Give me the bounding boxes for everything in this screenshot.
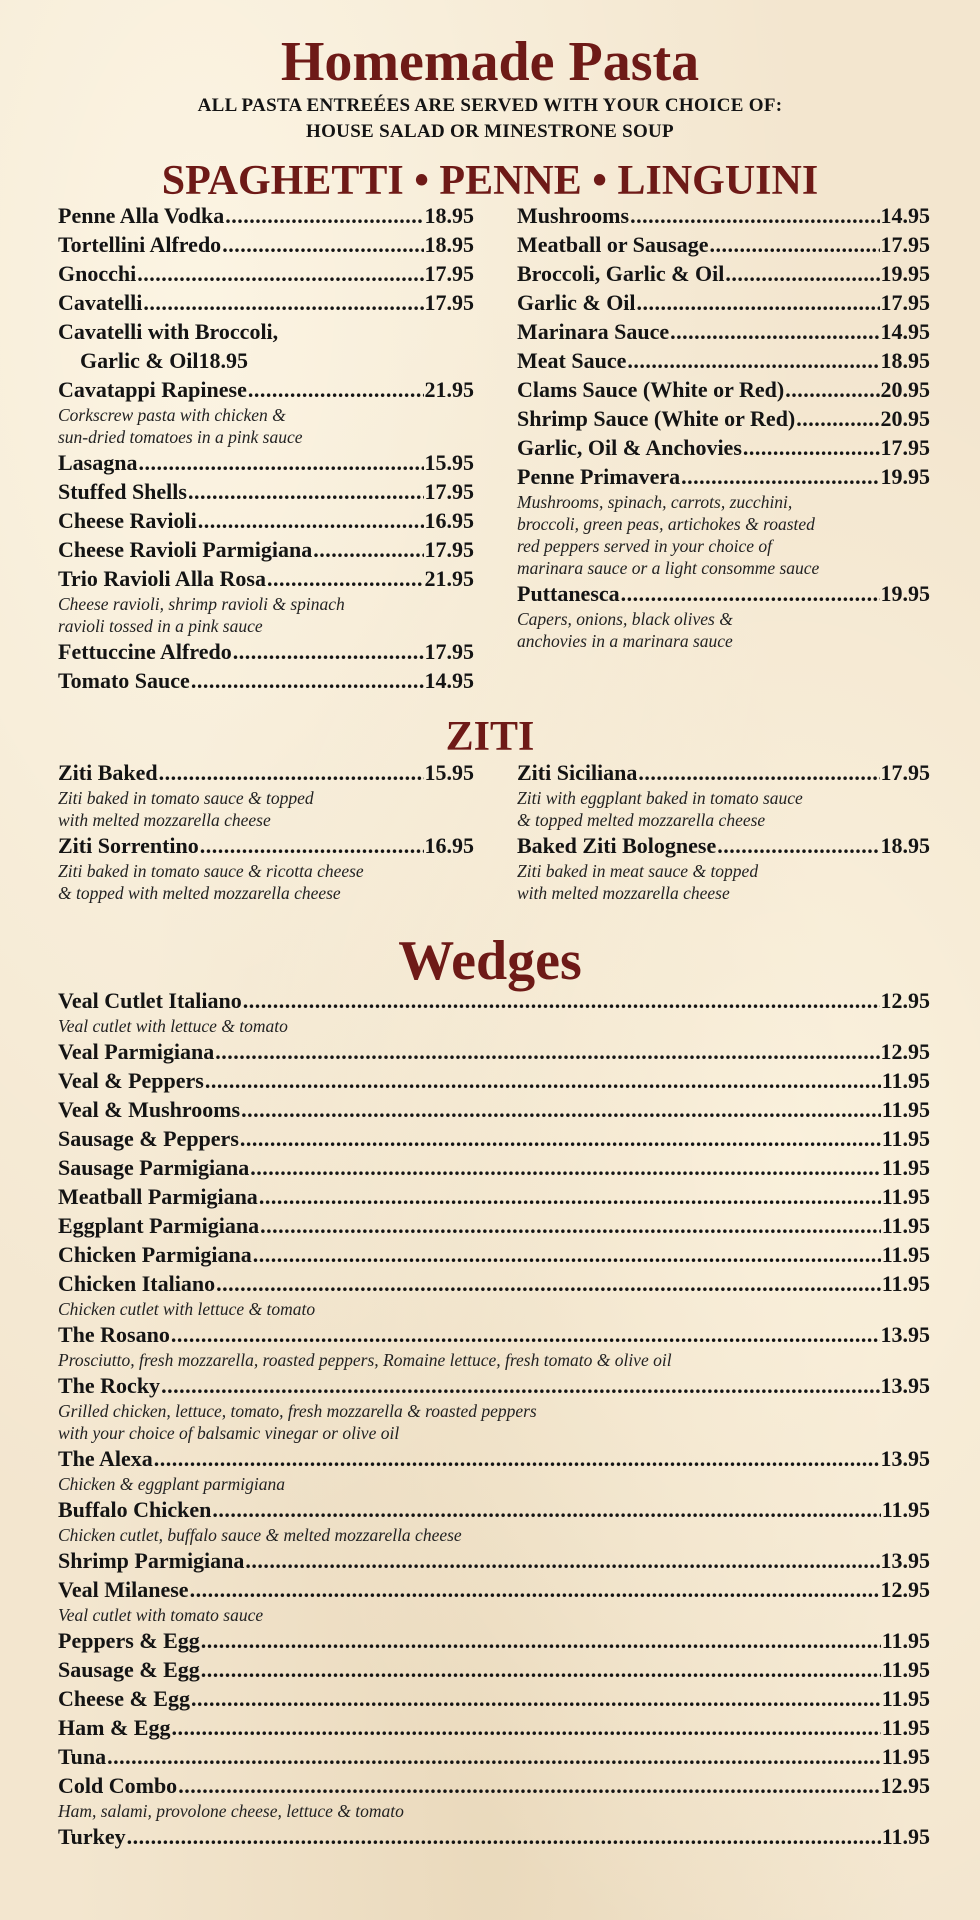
menu-item-fettuccine-alfredo: [58, 637, 474, 666]
menu-item-price: 20.95: [880, 377, 930, 402]
menu-item-name: Ziti Siciliana: [517, 760, 638, 785]
menu-item-description: Prosciutto, fresh mozzarella, roasted peppers, Romaine lettuce, fresh tomato & olive oil: [58, 1350, 672, 1370]
menu-item-clams-sauce-white-or-red: [517, 375, 930, 404]
dot-leader: [627, 346, 879, 375]
menu-item-sausage-peppers: [58, 1124, 930, 1153]
menu-item-name: Shrimp Sauce (White or Red): [517, 406, 796, 431]
menu-item-sausage-egg: [58, 1655, 930, 1684]
menu-item-description: Ziti with eggplant baked in tomato sauce: [517, 788, 803, 808]
menu-item-name: Ziti Baked: [58, 760, 158, 785]
menu-item-sausage-parmigiana: [58, 1153, 930, 1182]
menu-item-name: Garlic & Oil: [80, 348, 199, 373]
menu-item-name: Cold Combo: [58, 1773, 178, 1798]
menu-item-description: with melted mozzarella cheese: [517, 883, 730, 903]
dot-leader: [743, 433, 880, 462]
menu-item-name: Veal & Mushrooms: [58, 1097, 241, 1122]
subtitle-line-1: ALL PASTA ENTREÉES ARE SERVED WITH YOUR CHOICE OF:: [197, 95, 783, 116]
menu-item-cold-combo: [58, 1771, 930, 1800]
menu-item-price: 11.95: [881, 1715, 930, 1740]
menu-item-turkey: [58, 1822, 930, 1851]
menu-item-price: 11.95: [881, 1824, 930, 1849]
dot-leader: [143, 288, 423, 317]
menu-item-price: 21.95: [424, 377, 474, 402]
menu-item-price: 19.95: [880, 581, 930, 606]
menu-item-name: Cheese Ravioli: [58, 508, 197, 533]
menu-item-price: 14.95: [880, 319, 930, 344]
dot-leader: [260, 1211, 881, 1240]
menu-item-description: ravioli tossed in a pink sauce: [58, 616, 263, 636]
menu-item-name: Chicken Italiano: [58, 1271, 216, 1296]
dot-leader: [171, 1320, 880, 1349]
menu-item-price: 11.95: [881, 1657, 930, 1682]
dot-leader: [248, 375, 424, 404]
menu-item-description: Veal cutlet with tomato sauce: [58, 1605, 264, 1625]
menu-item-price: 12.95: [880, 1773, 930, 1798]
menu-item-chicken-italiano: [58, 1269, 930, 1298]
dot-leader: [198, 506, 424, 535]
menu-item-name: Sausage & Peppers: [58, 1126, 239, 1151]
menu-item-price: 11.95: [881, 1155, 930, 1180]
menu-item-price: 11.95: [881, 1744, 930, 1769]
menu-item-price: 19.95: [880, 464, 930, 489]
dot-leader: [191, 1684, 881, 1713]
menu-item-name: Veal Cutlet Italiano: [58, 988, 242, 1013]
dot-leader: [243, 986, 880, 1015]
menu-item-price: 14.95: [424, 668, 474, 693]
menu-item-meatball-parmigiana: [58, 1182, 930, 1211]
menu-item-the-alexa: [58, 1444, 930, 1473]
menu-item-price: 18.95: [198, 348, 249, 373]
menu-item-price: 17.95: [880, 290, 930, 315]
menu-item-the-rocky: [58, 1371, 930, 1400]
menu-item-name: Cheese & Egg: [58, 1686, 190, 1711]
menu-item-description: Cheese ravioli, shrimp ravioli & spinach: [58, 594, 345, 614]
ziti-left-column: [58, 758, 474, 904]
menu-item-veal-peppers: [58, 1066, 930, 1095]
menu-item-description: Chicken & eggplant parmigiana: [58, 1474, 285, 1494]
menu-item-cavatelli: [58, 288, 474, 317]
menu-item-name: Buffalo Chicken: [58, 1497, 212, 1522]
menu-item-name: Clams Sauce (White or Red): [517, 377, 785, 402]
menu-item-price: 13.95: [880, 1322, 930, 1347]
menu-item-name: Eggplant Parmigiana: [58, 1213, 260, 1238]
dot-leader: [201, 1655, 881, 1684]
menu-item-price: 17.95: [424, 479, 474, 504]
menu-item-name: Meatball or Sausage: [517, 232, 709, 257]
menu-item-name: Cavatappi Rapinese: [58, 377, 247, 402]
menu-item-chicken-parmigiana: [58, 1240, 930, 1269]
ziti-right-column: [517, 758, 930, 904]
menu-item-price: 13.95: [880, 1373, 930, 1398]
menu-item-price: 11.95: [881, 1242, 930, 1267]
menu-item-price: 17.95: [424, 290, 474, 315]
menu-item-price: 11.95: [881, 1126, 930, 1151]
menu-item-description: Chicken cutlet with lettuce & tomato: [58, 1299, 316, 1319]
menu-item-name: Chicken Parmigiana: [58, 1242, 252, 1267]
menu-item-ham-egg: [58, 1713, 930, 1742]
menu-item-price: 15.95: [424, 450, 474, 475]
dot-leader: [240, 1124, 881, 1153]
menu-item-name: Veal Milanese: [58, 1577, 189, 1602]
menu-item-price: 16.95: [424, 508, 474, 533]
menu-item-price: 18.95: [880, 833, 930, 858]
menu-item-description: with your choice of balsamic vinegar or olive oil: [58, 1423, 400, 1443]
menu-item-description: Mushrooms, spinach, carrots, zucchini,: [517, 492, 793, 512]
menu-item-name: The Alexa: [58, 1446, 153, 1471]
dot-leader: [245, 1546, 879, 1575]
menu-item-name: Lasagna: [58, 450, 138, 475]
menu-item-name: Garlic, Oil & Anchovies: [517, 435, 742, 460]
section-title-ziti: ZITI: [445, 714, 535, 760]
menu-item-veal-parmigiana: [58, 1037, 930, 1066]
menu-item-price: 13.95: [880, 1446, 930, 1471]
menu-item-price: 18.95: [424, 232, 474, 257]
menu-item-price: 13.95: [880, 1548, 930, 1573]
menu-item-the-rosano: [58, 1320, 930, 1349]
subtitle-line-2: HOUSE SALAD OR MINESTRONE SOUP: [306, 121, 674, 142]
dot-leader: [621, 579, 880, 608]
menu-item-lasagna: [58, 448, 474, 477]
menu-item-price: 16.95: [424, 833, 474, 858]
menu-item-price: 21.95: [424, 566, 474, 591]
menu-item-description: Ham, salami, provolone cheese, lettuce & tomato: [58, 1801, 404, 1821]
menu-item-tortellini-alfredo: [58, 230, 474, 259]
menu-item-description: Corkscrew pasta with chicken &: [58, 405, 286, 425]
menu-item-price: 15.95: [424, 760, 474, 785]
menu-item-description: Veal cutlet with lettuce & tomato: [58, 1016, 288, 1036]
dot-leader: [670, 317, 879, 346]
menu-item-broccoli-garlic-oil: [517, 259, 930, 288]
menu-item-description: Chicken cutlet, buffalo sauce & melted mozzarella cheese: [58, 1525, 462, 1545]
menu-item-cavatappi-rapinese: [58, 375, 474, 404]
menu-item-name: Cavatelli: [58, 290, 143, 315]
menu-item-cheese-egg: [58, 1684, 930, 1713]
menu-item-veal-cutlet-italiano: [58, 986, 930, 1015]
menu-item-price: 20.95: [880, 406, 930, 431]
menu-item-veal-milanese: [58, 1575, 930, 1604]
dot-leader: [267, 564, 424, 593]
dot-leader: [212, 1495, 880, 1524]
dot-leader: [681, 462, 879, 491]
menu-item-name: Mushrooms: [517, 203, 630, 228]
menu-item-price: 17.95: [880, 232, 930, 257]
dot-leader: [178, 1771, 879, 1800]
menu-item-name: Sausage Parmigiana: [58, 1155, 250, 1180]
menu-item-marinara-sauce: [517, 317, 930, 346]
menu-item-name: Tuna: [58, 1744, 107, 1769]
menu-item-tuna: [58, 1742, 930, 1771]
menu-item-name-line: Cavatelli with Broccoli,: [58, 319, 279, 344]
menu-item-shrimp-parmigiana: [58, 1546, 930, 1575]
dot-leader: [725, 259, 879, 288]
menu-item-name: Trio Ravioli Alla Rosa: [58, 566, 266, 591]
menu-item-price: 12.95: [880, 988, 930, 1013]
menu-item-price: 11.95: [881, 1271, 930, 1296]
menu-item-name: Ziti Sorrentino: [58, 833, 199, 858]
menu-item-name: The Rocky: [58, 1373, 161, 1398]
menu-item-description: with melted mozzarella cheese: [58, 810, 271, 830]
menu-item-description: & topped melted mozzarella cheese: [517, 810, 766, 830]
menu-item-name: Penne Alla Vodka: [58, 203, 225, 228]
menu-item-price: 17.95: [880, 760, 930, 785]
menu-item-ziti-sorrentino: [58, 831, 474, 860]
section-title-spaghetti: SPAGHETTI • PENNE • LINGUINI: [161, 158, 819, 204]
menu-item-price: 12.95: [880, 1577, 930, 1602]
menu-item-cheese-ravioli: [58, 506, 474, 535]
dot-leader: [215, 1037, 879, 1066]
dot-leader: [637, 288, 880, 317]
menu-item-peppers-egg: [58, 1626, 930, 1655]
page-title: Homemade Pasta: [280, 31, 700, 93]
menu-item-gnocchi: [58, 259, 474, 288]
menu-item-stuffed-shells: [58, 477, 474, 506]
menu-item-description: red peppers served in your choice of: [517, 536, 772, 556]
menu-item-ziti-baked: [58, 758, 474, 787]
wedges-list: [58, 986, 930, 1851]
dot-leader: [190, 1575, 880, 1604]
dot-leader: [191, 666, 424, 695]
menu-item-name: Tomato Sauce: [58, 668, 190, 693]
menu-item-shrimp-sauce-white-or-red: [517, 404, 930, 433]
dot-leader: [200, 831, 424, 860]
menu-item-name: Broccoli, Garlic & Oil: [517, 261, 725, 286]
menu-item-name: Cheese Ravioli Parmigiana: [58, 537, 313, 562]
menu-item-buffalo-chicken: [58, 1495, 930, 1524]
dot-leader: [159, 758, 424, 787]
menu-item-mushrooms: [517, 201, 930, 230]
menu-item-baked-ziti-bolognese: [517, 831, 930, 860]
dot-leader: [630, 201, 879, 230]
menu-item-garlic-oil: [517, 288, 930, 317]
dot-leader: [638, 758, 879, 787]
menu-item-name: Ham & Egg: [58, 1715, 171, 1740]
menu-item-garlic-oil-anchovies: [517, 433, 930, 462]
menu-item-price: 11.95: [881, 1686, 930, 1711]
menu-item-ziti-siciliana: [517, 758, 930, 787]
menu-item-name: Turkey: [58, 1824, 126, 1849]
menu-item-description: Ziti baked in tomato sauce & topped: [58, 788, 314, 808]
menu-item-name: Peppers & Egg: [58, 1628, 200, 1653]
menu-item-description: & topped with melted mozzarella cheese: [58, 883, 341, 903]
pasta-right-column: [517, 201, 930, 652]
menu-item-name: Veal Parmigiana: [58, 1039, 215, 1064]
menu-item-eggplant-parmigiana: [58, 1211, 930, 1240]
dot-leader: [250, 1153, 880, 1182]
menu-item-meat-sauce: [517, 346, 930, 375]
menu-item-price: 17.95: [424, 639, 474, 664]
dot-leader: [154, 1444, 880, 1473]
menu-item-description: Capers, onions, black olives &: [517, 609, 733, 629]
dot-leader: [107, 1742, 881, 1771]
menu-item-price: 11.95: [881, 1628, 930, 1653]
dot-leader: [225, 201, 423, 230]
menu-item-price: 14.95: [880, 203, 930, 228]
menu-item-name: Penne Primavera: [517, 464, 681, 489]
dot-leader: [138, 448, 423, 477]
dot-leader: [216, 1269, 881, 1298]
dot-leader: [171, 1713, 880, 1742]
menu-item-name: Fettuccine Alfredo: [58, 639, 232, 664]
menu-item-name: Garlic & Oil: [517, 290, 636, 315]
menu-item-puttanesca: [517, 579, 930, 608]
dot-leader: [709, 230, 879, 259]
menu-item-price: 18.95: [880, 348, 930, 373]
menu-item-price: 11.95: [881, 1184, 930, 1209]
menu-item-name: Shrimp Parmigiana: [58, 1548, 245, 1573]
dot-leader: [137, 259, 423, 288]
dot-leader: [205, 1066, 881, 1095]
dot-leader: [259, 1182, 881, 1211]
dot-leader: [188, 477, 424, 506]
menu-item-name: Stuffed Shells: [58, 479, 187, 504]
dot-leader: [161, 1371, 879, 1400]
dot-leader: [785, 375, 879, 404]
menu-item-price: 18.95: [424, 203, 474, 228]
menu-item-price: 11.95: [881, 1068, 930, 1093]
menu-item-description: Grilled chicken, lettuce, tomato, fresh mozzarella & roasted peppers: [58, 1401, 537, 1421]
pasta-left-column: [58, 201, 474, 695]
menu-item-name: Veal & Peppers: [58, 1068, 204, 1093]
menu-item-description: broccoli, green peas, artichokes & roasted: [517, 514, 815, 534]
menu-item-price: 12.95: [880, 1039, 930, 1064]
menu-item-price: 17.95: [424, 537, 474, 562]
menu-item-name: Baked Ziti Bolognese: [517, 833, 717, 858]
dot-leader: [201, 1626, 881, 1655]
menu-item-meatball-or-sausage: [517, 230, 930, 259]
dot-leader: [222, 230, 423, 259]
menu-item-price: 11.95: [881, 1213, 930, 1238]
dot-leader: [313, 535, 423, 564]
menu-item-cheese-ravioli-parmigiana: [58, 535, 474, 564]
menu-item-description: Ziti baked in meat sauce & topped: [517, 861, 759, 881]
dot-leader: [253, 1240, 881, 1269]
menu-item-name: Puttanesca: [517, 581, 620, 606]
menu-item-penne-alla-vodka: [58, 201, 474, 230]
menu-item-veal-mushrooms: [58, 1095, 930, 1124]
menu-item-price: 19.95: [880, 261, 930, 286]
dot-leader: [233, 637, 424, 666]
section-title-wedges: Wedges: [398, 930, 582, 992]
menu-item-penne-primavera: [517, 462, 930, 491]
dot-leader: [241, 1095, 881, 1124]
dot-leader: [796, 404, 879, 433]
menu-item-name: Meatball Parmigiana: [58, 1184, 258, 1209]
menu-item-trio-ravioli-alla-rosa: [58, 564, 474, 593]
menu-item-description: Ziti baked in tomato sauce & ricotta cheese: [58, 861, 364, 881]
dot-leader: [127, 1822, 881, 1851]
menu-item-description: anchovies in a marinara sauce: [517, 631, 733, 651]
menu-item-description: marinara sauce or a light consomme sauce: [517, 558, 820, 578]
menu-item-name: Gnocchi: [58, 261, 137, 286]
menu-item-price: 11.95: [881, 1497, 930, 1522]
menu-item-description: sun-dried tomatoes in a pink sauce: [58, 427, 303, 447]
menu-item-name: Tortellini Alfredo: [58, 232, 222, 257]
menu-item-name: Meat Sauce: [517, 348, 627, 373]
dot-leader: [717, 831, 879, 860]
menu-item-name: Marinara Sauce: [517, 319, 670, 344]
menu-item-price: 17.95: [424, 261, 474, 286]
menu-item-name: Sausage & Egg: [58, 1657, 200, 1682]
menu-item-cavatelli-with-broccoli: [58, 346, 474, 375]
menu-item-name: The Rosano: [58, 1322, 170, 1347]
menu-item-tomato-sauce: [58, 666, 474, 695]
menu-item-price: 11.95: [881, 1097, 930, 1122]
menu-item-price: 17.95: [880, 435, 930, 460]
